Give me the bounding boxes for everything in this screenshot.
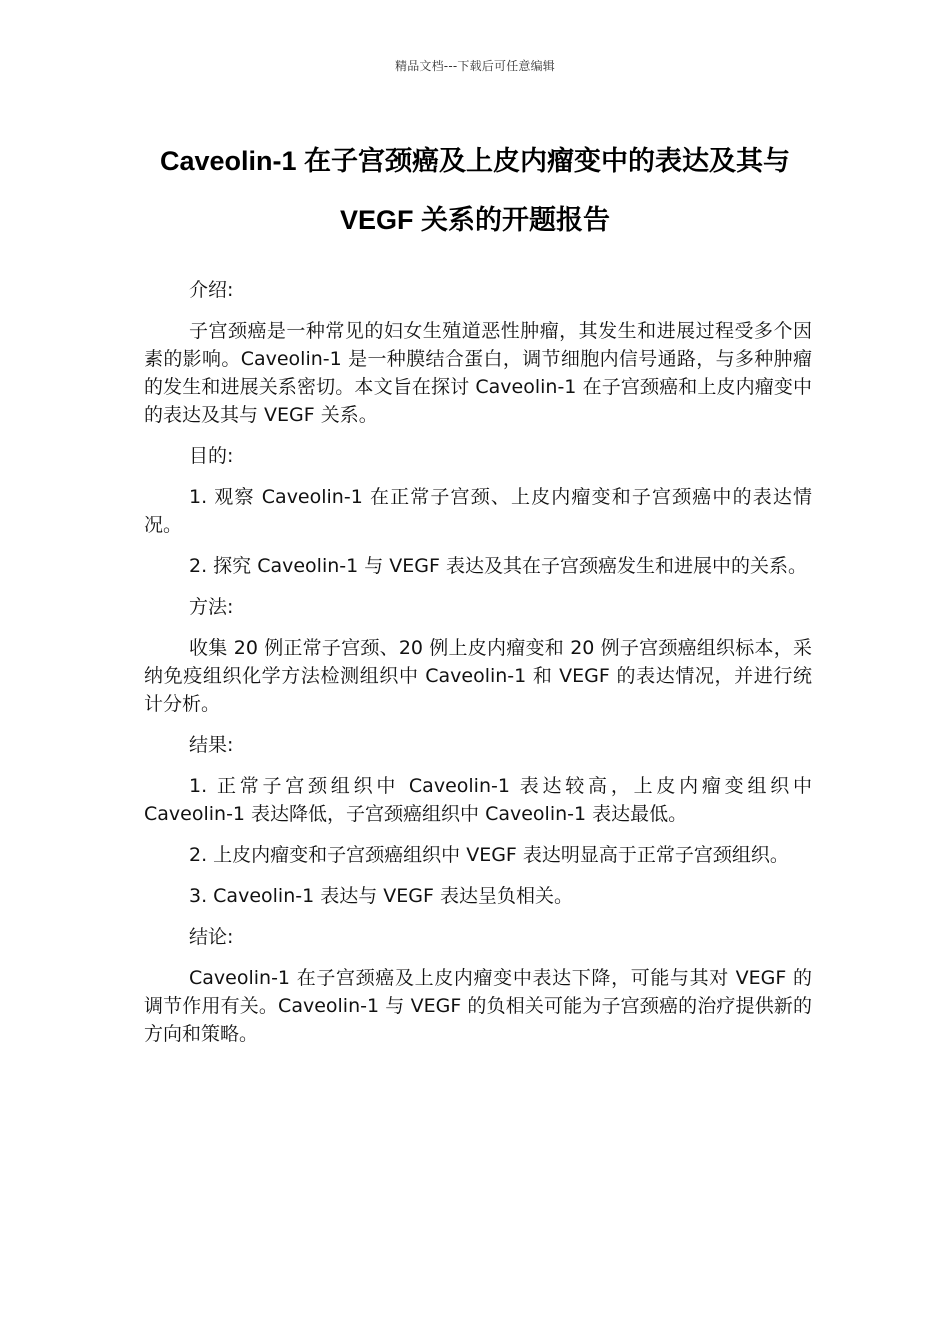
- intro-paragraph: 子宫颈癌是一种常见的妇女生殖道恶性肿瘤，其发生和进展过程受多个因素的影响。Caveolin-1 是一种膜结合蛋白，调节细胞内信号通路，与多种肿瘤的发生和进展关系密切。本文旨在探讨 Caveolin-1 在子宫颈癌和上皮内瘤变中的表达及其与 VEGF 关系。: [144, 320, 812, 426]
- method-paragraph: 收集 20 例正常子宫颈、20 例上皮内瘤变和 20 例子宫颈癌组织标本，采纳免疫组织化学方法检测组织中 Caveolin-1 和 VEGF 的表达情况，并进行统计分析。: [144, 637, 812, 715]
- results-heading: 结果:: [189, 734, 234, 756]
- results-item-2: 2. 上皮内瘤变和子宫颈癌组织中 VEGF 表达明显高于正常子宫颈组织。: [189, 844, 789, 866]
- header-note: 精品文档---下载后可任意编辑: [395, 59, 555, 73]
- purpose-heading: 目的:: [189, 445, 234, 467]
- method-heading: 方法:: [189, 596, 234, 618]
- document-body: [144, 276, 812, 1061]
- title-line-1: Caveolin-1 在子宫颈癌及上皮内瘤变中的表达及其与: [159, 146, 791, 176]
- conclusion-heading: 结论:: [189, 926, 234, 948]
- results-item-3: 3. Caveolin-1 表达与 VEGF 表达呈负相关。: [189, 885, 573, 907]
- purpose-item-1: 1. 观察 Caveolin-1 在正常子宫颈、上皮内瘤变和子宫颈癌中的表达情况。: [144, 486, 812, 536]
- results-item-1: 1. 正常子宫颈组织中 Caveolin-1 表达较高，上皮内瘤变组织中 Caveolin-1 表达降低，子宫颈癌组织中 Caveolin-1 表达最低。: [144, 775, 812, 825]
- purpose-item-2: 2. 探究 Caveolin-1 与 VEGF 表达及其在子宫颈癌发生和进展中的关系。: [189, 555, 807, 577]
- intro-heading: 介绍:: [189, 279, 234, 301]
- title-line-2: VEGF 关系的开题报告: [339, 205, 610, 235]
- conclusion-paragraph: Caveolin-1 在子宫颈癌及上皮内瘤变中表达下降，可能与其对 VEGF 的调节作用有关。Caveolin-1 与 VEGF 的负相关可能为子宫颈癌的治疗提供新的方向和策略。: [144, 967, 812, 1045]
